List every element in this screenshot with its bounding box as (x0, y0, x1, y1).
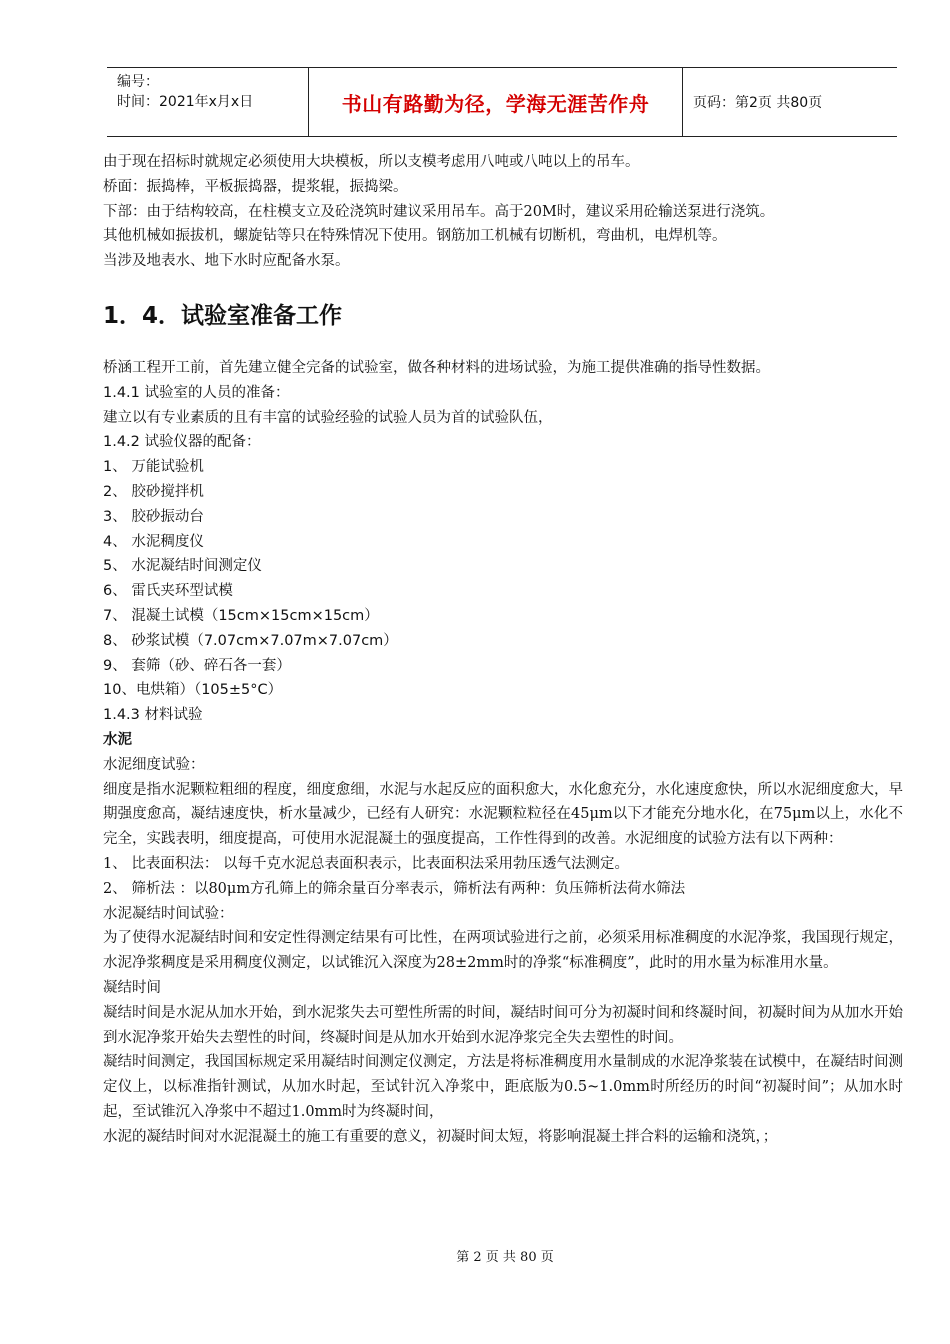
last-paragraph: 水泥的凝结时间对水泥混凝土的施工有重要的意义，初凝时间太短，将影响混凝土拌合料的运输和浇筑，； (103, 1128, 778, 1145)
paragraph: 当涉及地表水、地下水时应配备水泵。 (103, 253, 350, 270)
list-item: 1、 万能试验机 (103, 459, 204, 476)
header-page-cell (683, 68, 897, 136)
header-motto-cell (309, 68, 683, 136)
intro-paragraph: 桥涵工程开工前，首先建立健全完备的试验室，做各种材料的进场试验，为施工提供准确的指导性数据。 (103, 359, 770, 376)
list-item: 6、 雷氏夹环型试模 (103, 583, 233, 600)
paragraph: 下部：由于结构较高，在柱模支立及砼浇筑时建议采用吊车。高于20M时，建议采用砼输送泵进行浇筑。 (103, 203, 775, 220)
header-motto: 书山有路勤为径，学海无涯苦作舟 (341, 91, 650, 116)
header-table (107, 67, 897, 137)
list-item: 4、 水泥稠度仪 (103, 533, 204, 550)
subsection-title: 1.4.1 试验室的人员的准备： (103, 384, 290, 401)
paragraph: 建立以有专业素质的且有丰富的试验经验的试验人员为首的试验队伍， (103, 409, 553, 426)
document-body (103, 150, 903, 1149)
setting-time-paragraph: 凝结时间是水泥从加水开始，到水泥浆失去可塑性所需的时间，凝结时间可分为初凝时间和终凝时间，初凝时间为从加水开始到水泥净浆开始失去塑性的时间，终凝时间是从加水开始到水泥净浆完全失去塑性的时间。 (103, 1004, 903, 1046)
method-item: 1、 比表面积法： 以每千克水泥总表面积表示，比表面积法采用勃压透气法测定。 (103, 855, 629, 872)
list-item: 5、 水泥凝结时间测定仪 (103, 558, 262, 575)
fineness-paragraph: 细度是指水泥颗粒粗细的程度，细度愈细，水泥与水起反应的面积愈大，水化愈充分，水化速度愈快，所以水泥细度愈大，早期强度愈高，凝结速度快，析水量减少，已经有人研究：水泥颗粒粒径在45μm以下才能充分地水化，在75μm以上，水化不完全，实践表明，细度提高，可使用水泥混凝土的强度提高，工作性得到的改善。水泥细度的试验方法有以下两种： (103, 781, 903, 848)
list-item: 2、 胶砂搅拌机 (103, 483, 204, 500)
page-footer: 第 2 页 共 80 页 (456, 1250, 554, 1265)
subsection-title: 1.4.2 试验仪器的配备： (103, 434, 261, 451)
list-item: 8、 砂浆试模（7.07cm×7.07m×7.07cm） (103, 632, 398, 649)
setting-test-title: 水泥凝结时间试验： (103, 905, 234, 922)
subsection-title: 1.4.3 材料试验 (103, 707, 203, 724)
paragraph: 其他机械如振拔机，螺旋钻等只在特殊情况下使用。钢筋加工机械有切断机，弯曲机，电焊机等。 (103, 228, 727, 245)
page-label: 页码：第2页 共80页 (693, 95, 823, 111)
section-heading: 1．4．试验室准备工作 (103, 302, 343, 329)
setting-test-paragraph: 为了使得水泥凝结时间和安定性得测定结果有可比性，在两项试验进行之前，必须采用标准稠度的水泥净浆，我国现行规定，水泥净浆稠度是采用稠度仪测定，以试锥沉入深度为28±2mm时的净浆“标准稠度”，此时的用水量为标准用水量。 (103, 930, 903, 972)
paragraph: 桥面：振捣棒，平板振捣器，提浆辊，振捣梁。 (103, 178, 408, 195)
paragraph: 由于现在招标时就规定必须使用大块模板，所以支模考虑用八吨或八吨以上的吊车。 (103, 154, 640, 170)
fineness-title: 水泥细度试验： (103, 756, 205, 773)
setting-time-title: 凝结时间 (103, 979, 161, 996)
list-item: 3、 胶砂振动台 (103, 508, 204, 525)
list-item: 9、 套筛（砂、碎石各一套） (103, 657, 291, 674)
method-item: 2、 筛析法 ：以80μm方孔筛上的筛余量百分率表示，筛析法有两种：负压筛析法荷水筛法 (103, 880, 686, 897)
time-label: 时间：2021年x月x日 (117, 94, 254, 110)
header-meta (107, 68, 309, 136)
number-label: 编号： (117, 74, 159, 90)
list-item: 10、电烘箱）（105±5°C） (103, 682, 283, 699)
list-item: 7、 混凝土试模（15cm×15cm×15cm） (103, 607, 379, 624)
cement-title: 水泥 (103, 731, 132, 748)
measure-paragraph: 凝结时间测定，我国国标规定采用凝结时间测定仪测定，方法是将标准稠度用水量制成的水泥净浆装在试模中，在凝结时间测定仪上，以标准指针测试，从加水时起，至试针沉入净浆中，距底版为0.5~1.0mm时所经历的时间“初凝时间”；从加水时起，至试锥沉入净浆中不超过1.0mm时为终凝时间， (103, 1054, 903, 1120)
